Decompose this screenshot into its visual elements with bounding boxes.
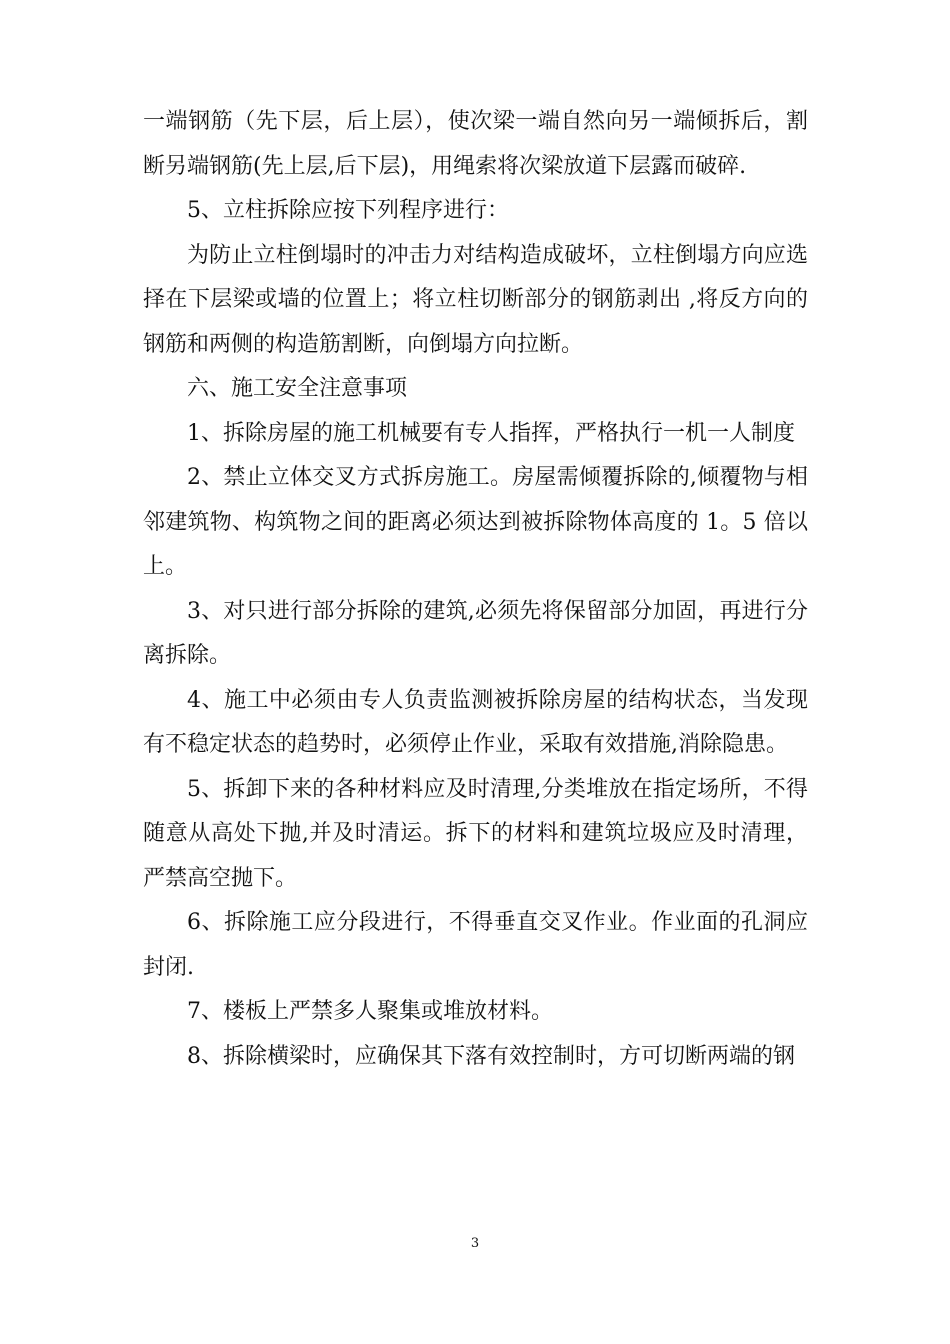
paragraph-item-2: 2、禁止立体交叉方式拆房施工。房屋需倾覆拆除的,倾覆物与相邻建筑物、构筑物之间的距离必须达到被拆除物体高度的 1。5 倍以上。 bbox=[143, 465, 808, 579]
paragraph-item-1: 1、拆除房屋的施工机械要有专人指挥，严格执行一机一人制度 bbox=[187, 420, 795, 446]
section-heading: 六、施工安全注意事项 bbox=[187, 376, 408, 401]
paragraph-item-5: 5、拆卸下来的各种材料应及时清理,分类堆放在指定场所，不得随意从高处下抛,并及时清运。拆下的材料和建筑垃圾应及时清理，严禁高空抛下。 bbox=[143, 776, 808, 891]
paragraph-2: 5、立柱拆除应按下列程序进行： bbox=[187, 198, 509, 223]
paragraph-item-4: 4、施工中必须由专人负责监测被拆除房屋的结构状态，当发现有不稳定状态的趋势时，必须停止作业，采取有效措施,消除隐患。 bbox=[143, 687, 808, 757]
paragraph-item-6: 6、拆除施工应分段进行，不得垂直交叉作业。作业面的孔洞应封闭. bbox=[143, 910, 808, 980]
paragraph-1: 一端钢筋（先下层，后上层），使次梁一端自然向另一端倾拆后，割断另端钢筋(先上层,后下层)，用绳索将次梁放道下层露而破碎. bbox=[143, 109, 808, 179]
page-number: 3 bbox=[470, 1236, 480, 1251]
body-text bbox=[143, 100, 808, 1079]
paragraph-item-8: 8、拆除横梁时，应确保其下落有效控制时，方可切断两端的钢 bbox=[187, 1043, 795, 1069]
paragraph-item-7: 7、楼板上严禁多人聚集或堆放材料。 bbox=[187, 999, 553, 1024]
paragraph-3: 为防止立柱倒塌时的冲击力对结构造成破坏，立柱倒塌方向应选择在下层梁或墙的位置上；将立柱切断部分的钢筋剥出 ,将反方向的钢筋和两侧的构造筋割断，向倒塌方向拉断。 bbox=[143, 242, 808, 357]
paragraph-item-3: 3、对只进行部分拆除的建筑,必须先将保留部分加固，再进行分离拆除。 bbox=[143, 598, 808, 668]
